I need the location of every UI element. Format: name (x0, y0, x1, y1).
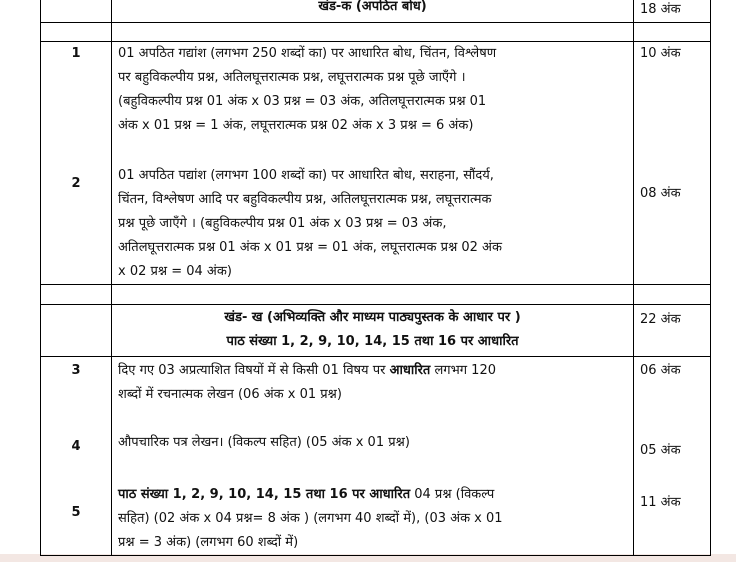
questions-1-2-text (112, 42, 634, 285)
question-number-2: 2 (71, 176, 81, 191)
section-b-marks: 22 अंक (634, 305, 711, 357)
q5-line: सहित) (02 अंक x 04 प्रश्न= 8 अंक ) (लगभग 40 शब्दों में), (03 अंक x 01 (118, 511, 503, 526)
section-a-title: खंड-क (अपठित बोध) (112, 0, 634, 23)
q1-marks: 10 अंक (640, 46, 681, 61)
q1-line: 01 अपठित गद्यांश (लगभग 250 शब्दों का) पर आधारित बोध, चिंतन, विश्लेषण (118, 46, 497, 61)
questions-1-2-row (41, 42, 711, 285)
q2-line: 01 अपठित पद्यांश (लगभग 100 शब्दों का) पर आधारित बोध, सराहना, सौंदर्य, (118, 168, 494, 183)
q2-line: x 02 प्रश्न = 04 अंक) (118, 264, 232, 279)
q2-line: अतिलघूत्तरात्मक प्रश्न 01 अंक x 01 प्रश्न = 01 अंक, लघूत्तरात्मक प्रश्न 02 अंक (118, 240, 502, 255)
q1-line: अंक x 01 प्रश्न = 1 अंक, लघूत्तरात्मक प्रश्न 02 अंक x 3 प्रश्न = 6 अंक) (118, 118, 474, 133)
questions-1-2-marks (634, 42, 711, 285)
q5-line: प्रश्न = 3 अंक) (लगभग 60 शब्दों में) (118, 535, 299, 550)
question-number-3: 3 (71, 363, 81, 378)
question-numbers-3-5 (41, 357, 112, 556)
q3-marks: 06 अंक (640, 363, 681, 378)
question-number-4: 4 (71, 439, 81, 454)
q3-line: शब्दों में रचनात्मक लेखन (06 अंक x 01 प्रश्न) (118, 387, 342, 402)
question-number-5: 5 (71, 505, 81, 520)
spacer-row (41, 23, 711, 42)
question-numbers-1-2 (41, 42, 112, 285)
q4-line: औपचारिक पत्र लेखन। (विकल्प सहित) (05 अंक x 01 प्रश्न) (118, 435, 410, 450)
section-a-header-row (41, 0, 711, 23)
section-b-subtitle: पाठ संख्या 1, 2, 9, 10, 14, 15 तथा 16 पर आधारित (226, 334, 519, 349)
section-b-header-row (41, 305, 711, 357)
section-a-marks: 18 अंक (634, 0, 711, 23)
section-b-header (112, 305, 634, 357)
q2-marks: 08 अंक (640, 186, 681, 201)
questions-3-5-text (112, 357, 634, 556)
section-b-title: खंड- ख (अभिव्यक्ति और माध्यम पाठ्यपुस्तक के आधार पर ) (224, 310, 521, 325)
q1-line: (बहुविकल्पीय प्रश्न 01 अंक x 03 प्रश्न = 03 अंक, अतिलघूत्तरात्मक प्रश्न 01 (118, 94, 487, 109)
q1-line: पर बहुविकल्पीय प्रश्न, अतिलघूत्तरात्मक प्रश्न, लघूत्तरात्मक प्रश्न पूछे जाएँगे । (118, 70, 466, 85)
questions-3-5-marks (634, 357, 711, 556)
question-number-1: 1 (71, 46, 81, 61)
q3-line: दिए गए 03 अप्रत्याशित विषयों में से किसी 01 विषय पर आधारित लगभग 120 (118, 363, 496, 378)
syllabus-table (40, 0, 711, 556)
spacer-row (41, 285, 711, 305)
questions-3-5-row (41, 357, 711, 556)
q5-line: पाठ संख्या 1, 2, 9, 10, 14, 15 तथा 16 पर आधारित 04 प्रश्न (विकल्प (118, 487, 495, 502)
q2-line: प्रश्न पूछे जाएँगे । (बहुविकल्पीय प्रश्न 01 अंक x 03 प्रश्न = 03 अंक, (118, 216, 447, 231)
q5-marks: 11 अंक (640, 495, 681, 510)
q4-marks: 05 अंक (640, 443, 681, 458)
q2-line: चिंतन, विश्लेषण आदि पर बहुविकल्पीय प्रश्न, अतिलघूत्तरात्मक प्रश्न, लघूत्तरात्मक (118, 192, 492, 207)
